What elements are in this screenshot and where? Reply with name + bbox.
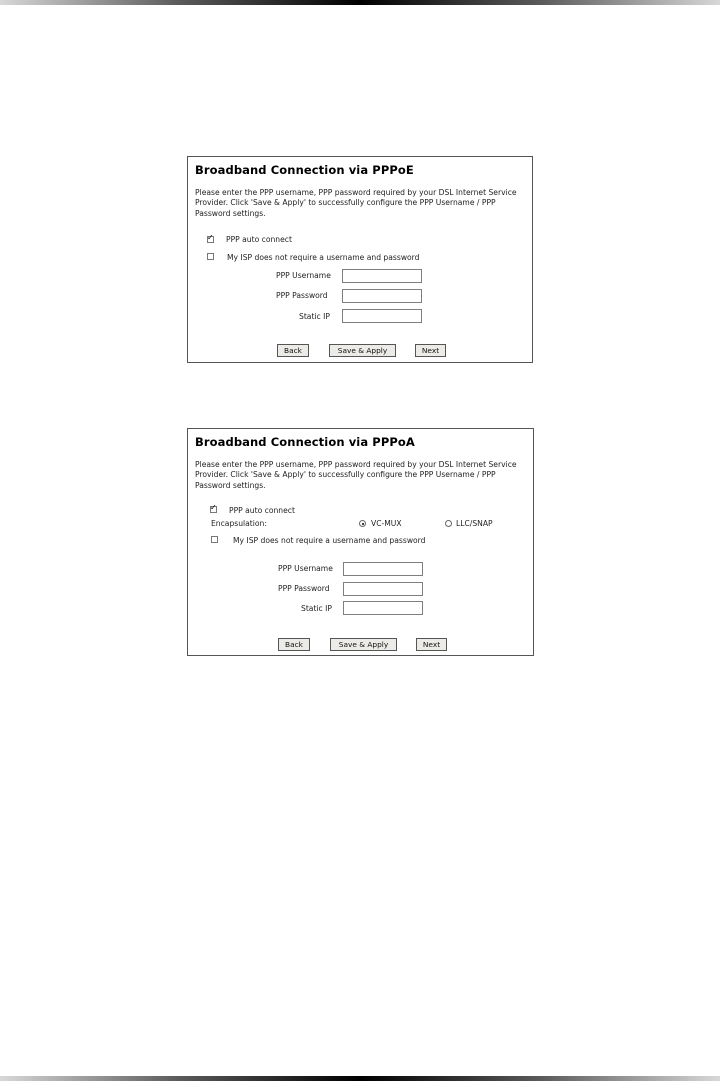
pppoa-no-auth-checkbox[interactable] (211, 536, 218, 543)
pppoa-save-apply-button[interactable]: Save & Apply (330, 638, 397, 651)
pppoe-password-label: PPP Password (276, 291, 328, 300)
pppoa-llc-snap-radio[interactable] (445, 520, 452, 527)
pppoe-title: Broadband Connection via PPPoE (195, 163, 414, 177)
pppoe-no-auth-checkbox[interactable] (207, 253, 214, 260)
pppoa-vc-mux-label: VC-MUX (371, 519, 402, 528)
pppoe-back-button[interactable]: Back (277, 344, 309, 357)
pppoa-password-label: PPP Password (278, 584, 330, 593)
pppoa-back-button[interactable]: Back (278, 638, 310, 651)
pppoa-no-auth-label: My ISP does not require a username and password (233, 536, 426, 545)
pppoe-save-apply-button[interactable]: Save & Apply (329, 344, 396, 357)
pppoe-description: Please enter the PPP username, PPP password required by your DSL Internet Service Provider. Click 'Save & Apply' to successfully configure the PPP Username / PPP Password settings. (195, 188, 517, 218)
pppoa-title: Broadband Connection via PPPoA (195, 435, 415, 449)
top-decorative-bar (0, 0, 720, 5)
pppoa-next-button[interactable]: Next (416, 638, 447, 651)
pppoe-no-auth-label: My ISP does not require a username and password (227, 253, 420, 262)
pppoe-password-input[interactable] (342, 289, 422, 303)
pppoa-password-input[interactable] (343, 582, 423, 596)
pppoe-auto-connect-label: PPP auto connect (226, 235, 292, 244)
pppoe-next-button[interactable]: Next (415, 344, 446, 357)
pppoa-panel (187, 428, 534, 656)
pppoa-llc-snap-label: LLC/SNAP (456, 519, 493, 528)
pppoa-description: Please enter the PPP username, PPP password required by your DSL Internet Service Provider. Click 'Save & Apply' to successfully configure the PPP Username / PPP Password settings. (195, 460, 517, 490)
pppoa-auto-connect-checkbox[interactable] (210, 506, 217, 513)
pppoa-encapsulation-label: Encapsulation: (211, 519, 267, 528)
pppoe-auto-connect-checkbox[interactable] (207, 236, 214, 243)
bottom-decorative-bar (0, 1076, 720, 1081)
pppoe-static-ip-label: Static IP (299, 312, 330, 321)
pppoa-username-input[interactable] (343, 562, 423, 576)
pppoe-username-label: PPP Username (276, 271, 331, 280)
pppoa-auto-connect-label: PPP auto connect (229, 506, 295, 515)
pppoa-username-label: PPP Username (278, 564, 333, 573)
pppoe-panel (187, 156, 533, 363)
pppoe-username-input[interactable] (342, 269, 422, 283)
pppoa-static-ip-label: Static IP (301, 604, 332, 613)
pppoe-static-ip-input[interactable] (342, 309, 422, 323)
pppoa-vc-mux-radio[interactable] (359, 520, 366, 527)
pppoa-static-ip-input[interactable] (343, 601, 423, 615)
